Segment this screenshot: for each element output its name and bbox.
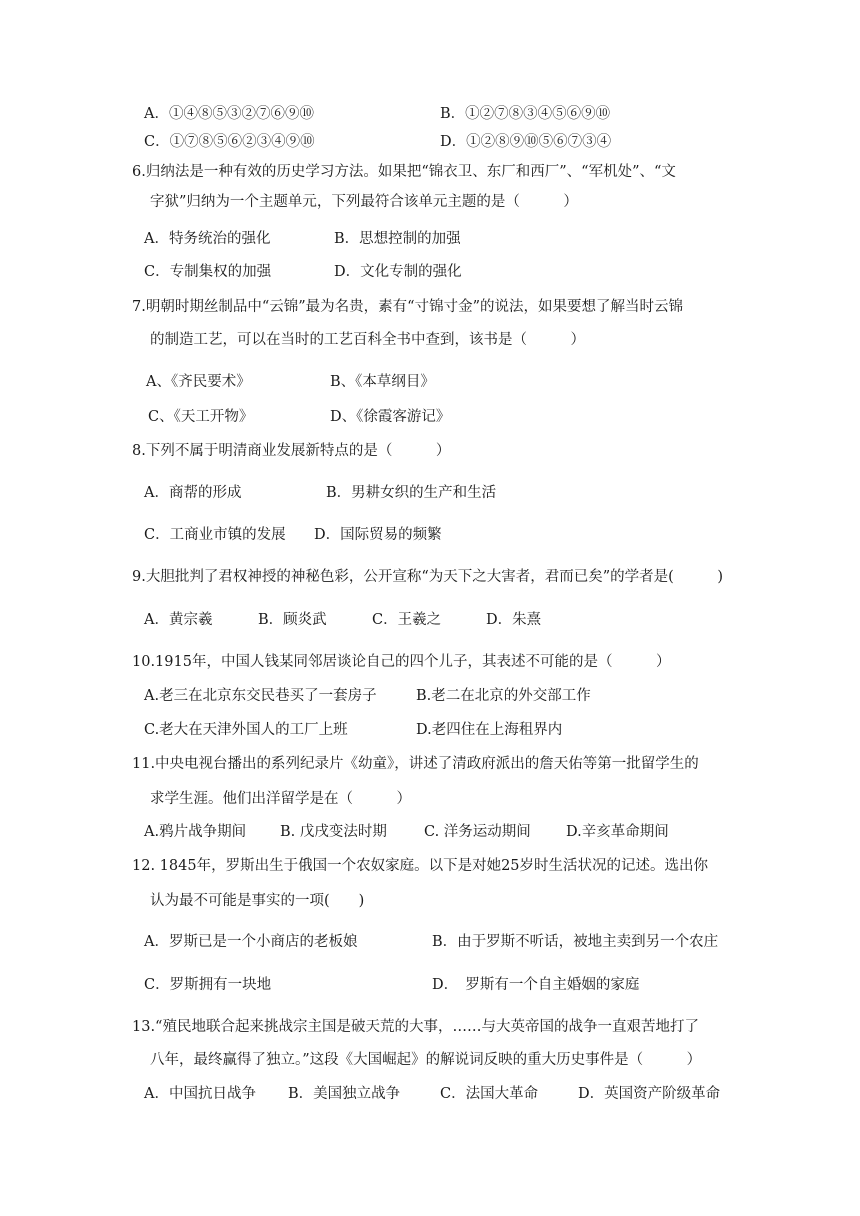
q8-stem: 8.下列不属于明清商业发展新特点的是（ ） xyxy=(132,443,451,459)
q7-stem-line1: 7.明朝时期丝制品中“云锦”最为名贵，素有“寸锦寸金”的说法，如果要想了解当时云锦 xyxy=(132,299,683,315)
q11-stem-line2: 求学生涯。他们出洋留学是在（ ） xyxy=(150,791,411,807)
q12-stem-line2: 认为最不可能是事实的一项( ) xyxy=(150,893,365,909)
q13-option-c: C．法国大革命 xyxy=(440,1086,539,1102)
q5-option-b: B．①②⑦⑧③④⑤⑥⑨⑩ xyxy=(440,106,611,122)
q10-option-c: C.老大在天津外国人的工厂上班 xyxy=(144,722,348,738)
q12-stem-line1: 12. 1845年，罗斯出生于俄国一个农奴家庭。以下是对她25岁时生活状况的记述。选出你 xyxy=(132,858,709,874)
q8-option-d: D．国际贸易的频繁 xyxy=(314,527,442,543)
q6-stem-line2: 字狱”归纳为一个主题单元，下列最符合该单元主题的是（ ） xyxy=(150,194,578,210)
q9-option-c: C．王羲之 xyxy=(372,612,442,628)
q9-option-a: A．黄宗羲 xyxy=(144,612,213,628)
q10-option-d: D.老四住在上海租界内 xyxy=(416,722,563,738)
q5-option-c: C．①⑦⑧⑤⑥②③④⑨⑩ xyxy=(144,134,315,150)
q11-stem-line1: 11.中央电视台播出的系列纪录片《幼童》，讲述了清政府派出的詹天佑等第一批留学生的 xyxy=(132,756,699,772)
q6-stem-line1: 6.归纳法是一种有效的历史学习方法。如果把“锦衣卫、东厂和西厂”、“军机处”、“文 xyxy=(132,164,676,180)
q6-option-b: B．思想控制的加强 xyxy=(334,231,461,247)
q10-option-b: B.老二在北京的外交部工作 xyxy=(416,688,591,704)
q11-option-b: B. 戊戌变法时期 xyxy=(280,824,387,840)
q13-stem-line2: 八年，最终赢得了独立。”这段《大国崛起》的解说词反映的重大历史事件是（ ） xyxy=(150,1052,702,1068)
q11-option-c: C. 洋务运动期间 xyxy=(424,824,531,840)
q7-option-a: A、《齐民要术》 xyxy=(146,374,251,390)
q11-option-d: D.辛亥革命期间 xyxy=(566,824,669,840)
q7-option-d: D、《徐霞客游记》 xyxy=(330,409,451,425)
q8-option-b: B．男耕女织的生产和生活 xyxy=(326,485,497,501)
q9-option-b: B．顾炎武 xyxy=(258,612,327,628)
q6-option-a: A．特务统治的强化 xyxy=(144,231,271,247)
q12-option-c: C．罗斯拥有一块地 xyxy=(144,977,272,993)
q6-option-c: C．专制集权的加强 xyxy=(144,264,272,280)
q9-option-d: D．朱熹 xyxy=(486,612,542,628)
q13-stem-line1: 13.“殖民地联合起来挑战宗主国是破天荒的大事，……与大英帝国的战争一直艰苦地打了 xyxy=(132,1019,699,1035)
q12-option-a: A．罗斯已是一个小商店的老板娘 xyxy=(144,934,358,950)
q7-option-b: B、《本草纲目》 xyxy=(330,374,435,390)
q7-stem-line2: 的制造工艺，可以在当时的工艺百科全书中查到，该书是（ ） xyxy=(150,332,585,348)
q7-option-c: C、《天工开物》 xyxy=(148,409,254,425)
q11-option-a: A.鸦片战争期间 xyxy=(144,824,247,840)
q10-option-a: A.老三在北京东交民巷买了一套房子 xyxy=(144,688,377,704)
q5-option-d: D．①②⑧⑨⑩⑤⑥⑦③④ xyxy=(440,134,612,150)
q6-option-d: D．文化专制的强化 xyxy=(334,264,462,280)
q8-option-c: C．工商业市镇的发展 xyxy=(144,527,286,543)
q13-option-d: D．英国资产阶级革命 xyxy=(578,1086,721,1102)
q13-option-b: B．美国独立战争 xyxy=(288,1086,401,1102)
q13-option-a: A．中国抗日战争 xyxy=(144,1086,256,1102)
q9-stem: 9.大胆批判了君权神授的神秘色彩，公开宣称“为天下之大害者，君而已矣”的学者是( ) xyxy=(132,569,723,585)
q10-stem: 10.1915年，中国人钱某同邻居谈论自己的四个儿子，其表述不可能的是（ ） xyxy=(132,654,671,670)
q12-option-d: D． 罗斯有一个自主婚姻的家庭 xyxy=(432,977,640,993)
q8-option-a: A．商帮的形成 xyxy=(144,485,242,501)
q5-option-a: A．①④⑧⑤③②⑦⑥⑨⑩ xyxy=(144,106,314,122)
q12-option-b: B．由于罗斯不听话，被地主卖到另一个农庄 xyxy=(432,934,719,950)
